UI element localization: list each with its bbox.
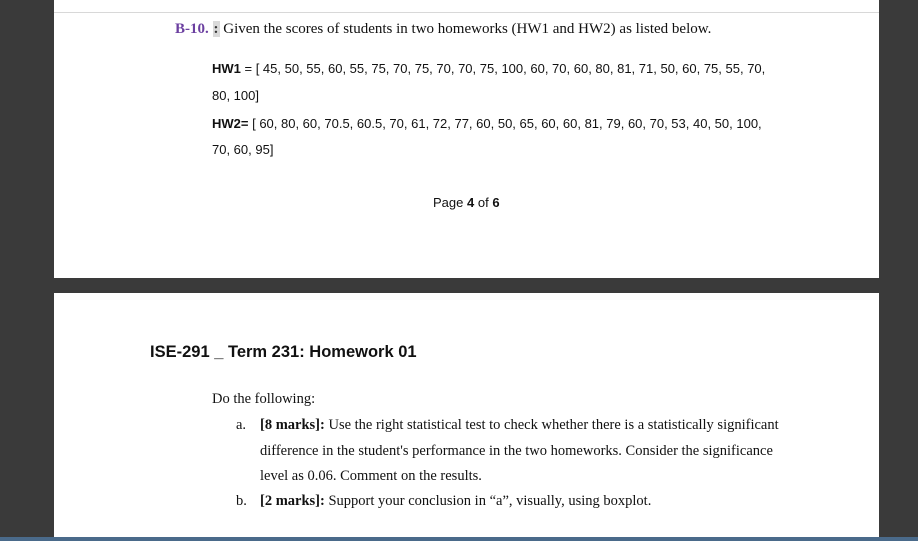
page-total: 6 bbox=[492, 195, 500, 210]
item-a-line-3: level as 0.06. Comment on the results. bbox=[260, 468, 482, 484]
page-header-title: ISE-291 _ Term 231: Homework 01 bbox=[150, 343, 417, 361]
item-a-text-1: Use the right statistical test to check whether there is a statistically significant bbox=[324, 417, 779, 433]
page-top-rule bbox=[54, 12, 879, 13]
question-separator: : bbox=[213, 21, 219, 37]
hw2-label: HW2= bbox=[212, 116, 249, 131]
item-b-text: Support your conclusion in “a”, visually, using boxplot. bbox=[324, 493, 652, 509]
hw1-line-2: 80, 100] bbox=[212, 88, 259, 103]
hw2-line-1 bbox=[212, 116, 762, 131]
hw2-values-1: [ 60, 80, 60, 70.5, 60.5, 70, 61, 72, 77, 60, 50, 65, 60, 60, 81, 79, 60, 70, 53, 40, 50, 100, bbox=[248, 116, 762, 131]
item-a-line-2: difference in the student's performance in the two homeworks. Consider the significance bbox=[260, 443, 773, 459]
document-page-4 bbox=[54, 0, 879, 278]
question-number: B-10. bbox=[175, 21, 209, 37]
item-b-letter: b. bbox=[236, 493, 247, 509]
window-bottom-edge bbox=[0, 537, 918, 541]
hw1-label: HW1 bbox=[212, 61, 241, 76]
hw1-values-1: = [ 45, 50, 55, 60, 55, 75, 70, 75, 70, 70, 75, 100, 60, 70, 60, 80, 81, 71, 50, 60, 75, 55, 70, bbox=[240, 61, 766, 76]
page-current: 4 bbox=[467, 195, 475, 210]
item-a-marks: [8 marks]: bbox=[260, 417, 325, 433]
page-number-footer bbox=[433, 195, 500, 210]
item-b-line bbox=[260, 493, 651, 510]
question-text: Given the scores of students in two homeworks (HW1 and HW2) as listed below. bbox=[223, 21, 712, 37]
instructions-intro: Do the following: bbox=[212, 391, 316, 407]
item-a-letter: a. bbox=[236, 417, 247, 433]
hw2-line-2: 70, 60, 95] bbox=[212, 142, 274, 157]
item-b-marks: [2 marks]: bbox=[260, 493, 325, 509]
question-line bbox=[175, 21, 711, 38]
item-a-line-1 bbox=[260, 417, 779, 434]
hw1-line-1 bbox=[212, 61, 765, 76]
page-of: of bbox=[477, 195, 489, 210]
document-page-5 bbox=[54, 293, 879, 541]
page-label: Page bbox=[433, 195, 464, 210]
